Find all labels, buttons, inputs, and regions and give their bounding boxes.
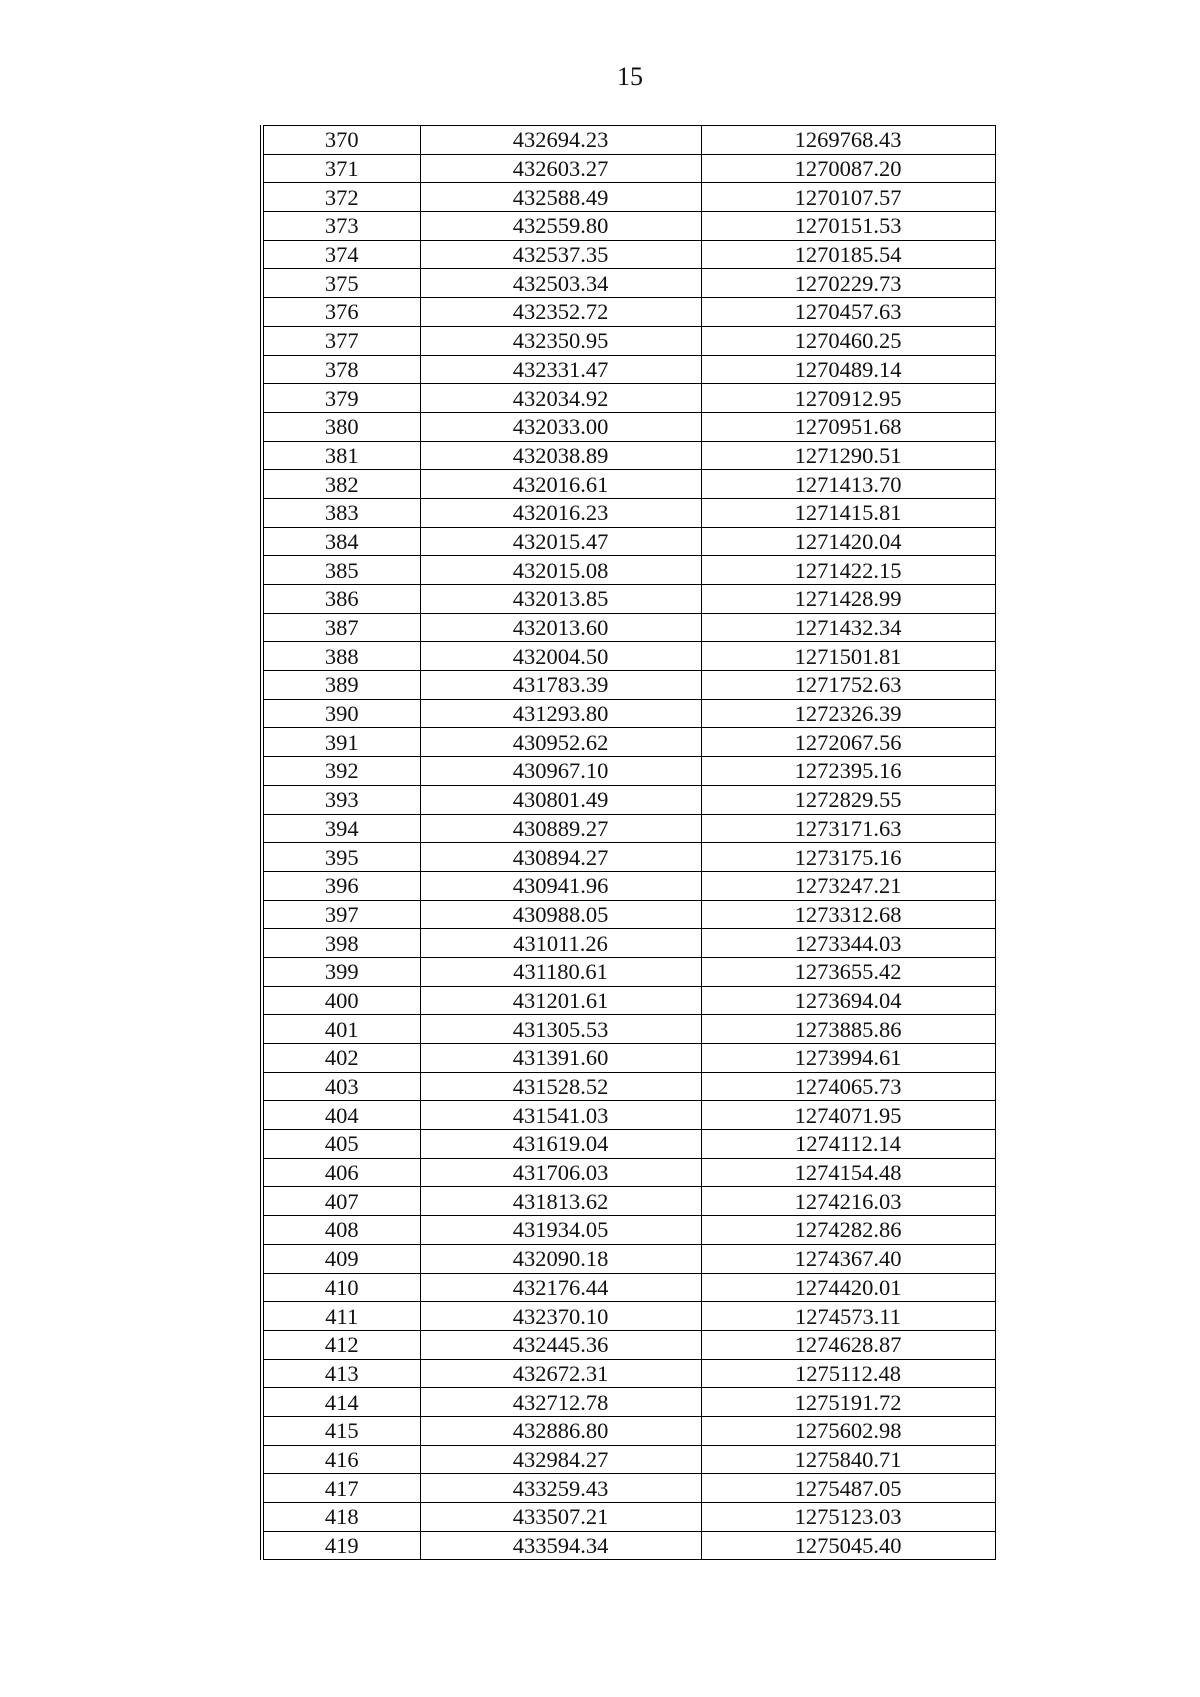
point-number-cell: 390 [262, 699, 420, 728]
y-coordinate-cell: 1274573.11 [701, 1302, 995, 1331]
x-coordinate-cell: 432559.80 [420, 212, 701, 241]
x-coordinate-cell: 432352.72 [420, 298, 701, 327]
point-number-cell: 416 [262, 1445, 420, 1474]
point-number-cell: 392 [262, 757, 420, 786]
x-coordinate-cell: 431528.52 [420, 1072, 701, 1101]
point-number-cell: 394 [262, 814, 420, 843]
x-coordinate-cell: 432350.95 [420, 326, 701, 355]
x-coordinate-cell: 432370.10 [420, 1302, 701, 1331]
table-row [262, 326, 995, 355]
table-row [262, 871, 995, 900]
point-number-cell: 408 [262, 1216, 420, 1245]
table-row [262, 757, 995, 786]
point-number-cell: 370 [262, 126, 420, 155]
page-number: 15 [617, 62, 643, 91]
y-coordinate-cell: 1273344.03 [701, 929, 995, 958]
x-coordinate-cell: 433507.21 [420, 1503, 701, 1532]
point-number-cell: 396 [262, 871, 420, 900]
table-row [262, 1474, 995, 1503]
table-row [262, 1359, 995, 1388]
point-number-cell: 411 [262, 1302, 420, 1331]
table-row [262, 642, 995, 671]
point-number-cell: 373 [262, 212, 420, 241]
y-coordinate-cell: 1270087.20 [701, 154, 995, 183]
y-coordinate-cell: 1271428.99 [701, 585, 995, 614]
x-coordinate-cell: 433259.43 [420, 1474, 701, 1503]
point-number-cell: 393 [262, 785, 420, 814]
point-number-cell: 398 [262, 929, 420, 958]
x-coordinate-cell: 431783.39 [420, 671, 701, 700]
point-number-cell: 372 [262, 183, 420, 212]
x-coordinate-cell: 431934.05 [420, 1216, 701, 1245]
point-number-cell: 378 [262, 355, 420, 384]
point-number-cell: 412 [262, 1330, 420, 1359]
y-coordinate-cell: 1271432.34 [701, 613, 995, 642]
point-number-cell: 380 [262, 412, 420, 441]
y-coordinate-cell: 1270951.68 [701, 412, 995, 441]
x-coordinate-cell: 432712.78 [420, 1388, 701, 1417]
y-coordinate-cell: 1271501.81 [701, 642, 995, 671]
point-number-cell: 417 [262, 1474, 420, 1503]
point-number-cell: 375 [262, 269, 420, 298]
y-coordinate-cell: 1270229.73 [701, 269, 995, 298]
point-number-cell: 401 [262, 1015, 420, 1044]
x-coordinate-cell: 432537.35 [420, 240, 701, 269]
y-coordinate-cell: 1274065.73 [701, 1072, 995, 1101]
x-coordinate-cell: 432588.49 [420, 183, 701, 212]
y-coordinate-cell: 1275123.03 [701, 1503, 995, 1532]
table-row [262, 556, 995, 585]
y-coordinate-cell: 1274282.86 [701, 1216, 995, 1245]
y-coordinate-cell: 1274367.40 [701, 1244, 995, 1273]
point-number-cell: 404 [262, 1101, 420, 1130]
x-coordinate-cell: 432886.80 [420, 1416, 701, 1445]
x-coordinate-cell: 431201.61 [420, 986, 701, 1015]
y-coordinate-cell: 1272326.39 [701, 699, 995, 728]
y-coordinate-cell: 1271422.15 [701, 556, 995, 585]
x-coordinate-cell: 432445.36 [420, 1330, 701, 1359]
x-coordinate-cell: 432503.34 [420, 269, 701, 298]
x-coordinate-cell: 431305.53 [420, 1015, 701, 1044]
x-coordinate-cell: 431541.03 [420, 1101, 701, 1130]
x-coordinate-cell: 432013.85 [420, 585, 701, 614]
y-coordinate-cell: 1272395.16 [701, 757, 995, 786]
table-row [262, 212, 995, 241]
y-coordinate-cell: 1273694.04 [701, 986, 995, 1015]
table-row [262, 1244, 995, 1273]
table-row [262, 1302, 995, 1331]
y-coordinate-cell: 1275112.48 [701, 1359, 995, 1388]
y-coordinate-cell: 1275602.98 [701, 1416, 995, 1445]
y-coordinate-cell: 1271290.51 [701, 441, 995, 470]
x-coordinate-cell: 431619.04 [420, 1130, 701, 1159]
table-row [262, 613, 995, 642]
table-row [262, 498, 995, 527]
table-row [262, 728, 995, 757]
table-row [262, 126, 995, 155]
table-row [262, 154, 995, 183]
point-number-cell: 395 [262, 843, 420, 872]
y-coordinate-cell: 1271420.04 [701, 527, 995, 556]
coordinates-table [260, 125, 996, 1560]
y-coordinate-cell: 1272067.56 [701, 728, 995, 757]
x-coordinate-cell: 432033.00 [420, 412, 701, 441]
table-row [262, 785, 995, 814]
point-number-cell: 385 [262, 556, 420, 585]
x-coordinate-cell: 430801.49 [420, 785, 701, 814]
table-row [262, 986, 995, 1015]
table-row [262, 1072, 995, 1101]
y-coordinate-cell: 1270912.95 [701, 384, 995, 413]
table-row [262, 269, 995, 298]
x-coordinate-cell: 432016.61 [420, 470, 701, 499]
x-coordinate-cell: 431391.60 [420, 1044, 701, 1073]
table-row [262, 240, 995, 269]
point-number-cell: 397 [262, 900, 420, 929]
y-coordinate-cell: 1270185.54 [701, 240, 995, 269]
y-coordinate-cell: 1269768.43 [701, 126, 995, 155]
x-coordinate-cell: 432331.47 [420, 355, 701, 384]
x-coordinate-cell: 432015.47 [420, 527, 701, 556]
coordinates-table-body [262, 126, 995, 1560]
y-coordinate-cell: 1274071.95 [701, 1101, 995, 1130]
y-coordinate-cell: 1271752.63 [701, 671, 995, 700]
table-row [262, 1273, 995, 1302]
table-row [262, 355, 995, 384]
point-number-cell: 409 [262, 1244, 420, 1273]
table-row [262, 1158, 995, 1187]
point-number-cell: 407 [262, 1187, 420, 1216]
point-number-cell: 381 [262, 441, 420, 470]
table-row [262, 412, 995, 441]
table-row [262, 183, 995, 212]
table-row [262, 929, 995, 958]
y-coordinate-cell: 1275191.72 [701, 1388, 995, 1417]
x-coordinate-cell: 430941.96 [420, 871, 701, 900]
y-coordinate-cell: 1271413.70 [701, 470, 995, 499]
x-coordinate-cell: 432694.23 [420, 126, 701, 155]
table-row [262, 470, 995, 499]
point-number-cell: 406 [262, 1158, 420, 1187]
x-coordinate-cell: 430967.10 [420, 757, 701, 786]
point-number-cell: 413 [262, 1359, 420, 1388]
point-number-cell: 371 [262, 154, 420, 183]
point-number-cell: 379 [262, 384, 420, 413]
y-coordinate-cell: 1274628.87 [701, 1330, 995, 1359]
point-number-cell: 399 [262, 957, 420, 986]
y-coordinate-cell: 1275487.05 [701, 1474, 995, 1503]
table-row [262, 1416, 995, 1445]
x-coordinate-cell: 432984.27 [420, 1445, 701, 1474]
table-row [262, 1101, 995, 1130]
table-row [262, 1216, 995, 1245]
x-coordinate-cell: 432176.44 [420, 1273, 701, 1302]
y-coordinate-cell: 1273171.63 [701, 814, 995, 843]
table-row [262, 1388, 995, 1417]
point-number-cell: 402 [262, 1044, 420, 1073]
point-number-cell: 386 [262, 585, 420, 614]
y-coordinate-cell: 1274112.14 [701, 1130, 995, 1159]
point-number-cell: 382 [262, 470, 420, 499]
y-coordinate-cell: 1271415.81 [701, 498, 995, 527]
table-row [262, 814, 995, 843]
y-coordinate-cell: 1273994.61 [701, 1044, 995, 1073]
x-coordinate-cell: 430952.62 [420, 728, 701, 757]
x-coordinate-cell: 431293.80 [420, 699, 701, 728]
point-number-cell: 377 [262, 326, 420, 355]
y-coordinate-cell: 1273312.68 [701, 900, 995, 929]
table-row [262, 527, 995, 556]
point-number-cell: 400 [262, 986, 420, 1015]
table-row [262, 441, 995, 470]
y-coordinate-cell: 1273885.86 [701, 1015, 995, 1044]
y-coordinate-cell: 1273247.21 [701, 871, 995, 900]
x-coordinate-cell: 430988.05 [420, 900, 701, 929]
table-row [262, 843, 995, 872]
x-coordinate-cell: 432013.60 [420, 613, 701, 642]
table-row [262, 1531, 995, 1560]
x-coordinate-cell: 431706.03 [420, 1158, 701, 1187]
table-row [262, 957, 995, 986]
point-number-cell: 419 [262, 1531, 420, 1560]
x-coordinate-cell: 432090.18 [420, 1244, 701, 1273]
x-coordinate-cell: 430889.27 [420, 814, 701, 843]
y-coordinate-cell: 1272829.55 [701, 785, 995, 814]
table-row [262, 699, 995, 728]
y-coordinate-cell: 1270460.25 [701, 326, 995, 355]
x-coordinate-cell: 432015.08 [420, 556, 701, 585]
point-number-cell: 391 [262, 728, 420, 757]
table-row [262, 585, 995, 614]
point-number-cell: 384 [262, 527, 420, 556]
y-coordinate-cell: 1275045.40 [701, 1531, 995, 1560]
point-number-cell: 389 [262, 671, 420, 700]
point-number-cell: 403 [262, 1072, 420, 1101]
point-number-cell: 383 [262, 498, 420, 527]
y-coordinate-cell: 1274420.01 [701, 1273, 995, 1302]
y-coordinate-cell: 1270107.57 [701, 183, 995, 212]
table-row [262, 671, 995, 700]
table-row [262, 1503, 995, 1532]
x-coordinate-cell: 431011.26 [420, 929, 701, 958]
point-number-cell: 410 [262, 1273, 420, 1302]
point-number-cell: 374 [262, 240, 420, 269]
table-row [262, 298, 995, 327]
table-row [262, 1187, 995, 1216]
table-row [262, 1445, 995, 1474]
y-coordinate-cell: 1274154.48 [701, 1158, 995, 1187]
table-row [262, 900, 995, 929]
x-coordinate-cell: 430894.27 [420, 843, 701, 872]
y-coordinate-cell: 1270151.53 [701, 212, 995, 241]
x-coordinate-cell: 432034.92 [420, 384, 701, 413]
x-coordinate-cell: 433594.34 [420, 1531, 701, 1560]
x-coordinate-cell: 432672.31 [420, 1359, 701, 1388]
x-coordinate-cell: 432004.50 [420, 642, 701, 671]
x-coordinate-cell: 432603.27 [420, 154, 701, 183]
table-row [262, 1044, 995, 1073]
y-coordinate-cell: 1275840.71 [701, 1445, 995, 1474]
y-coordinate-cell: 1270457.63 [701, 298, 995, 327]
point-number-cell: 376 [262, 298, 420, 327]
point-number-cell: 415 [262, 1416, 420, 1445]
y-coordinate-cell: 1270489.14 [701, 355, 995, 384]
point-number-cell: 418 [262, 1503, 420, 1532]
table-row [262, 1330, 995, 1359]
x-coordinate-cell: 432038.89 [420, 441, 701, 470]
point-number-cell: 388 [262, 642, 420, 671]
point-number-cell: 405 [262, 1130, 420, 1159]
table-row [262, 1015, 995, 1044]
y-coordinate-cell: 1274216.03 [701, 1187, 995, 1216]
x-coordinate-cell: 431180.61 [420, 957, 701, 986]
point-number-cell: 387 [262, 613, 420, 642]
table-row [262, 384, 995, 413]
y-coordinate-cell: 1273175.16 [701, 843, 995, 872]
x-coordinate-cell: 431813.62 [420, 1187, 701, 1216]
point-number-cell: 414 [262, 1388, 420, 1417]
table-row [262, 1130, 995, 1159]
y-coordinate-cell: 1273655.42 [701, 957, 995, 986]
x-coordinate-cell: 432016.23 [420, 498, 701, 527]
